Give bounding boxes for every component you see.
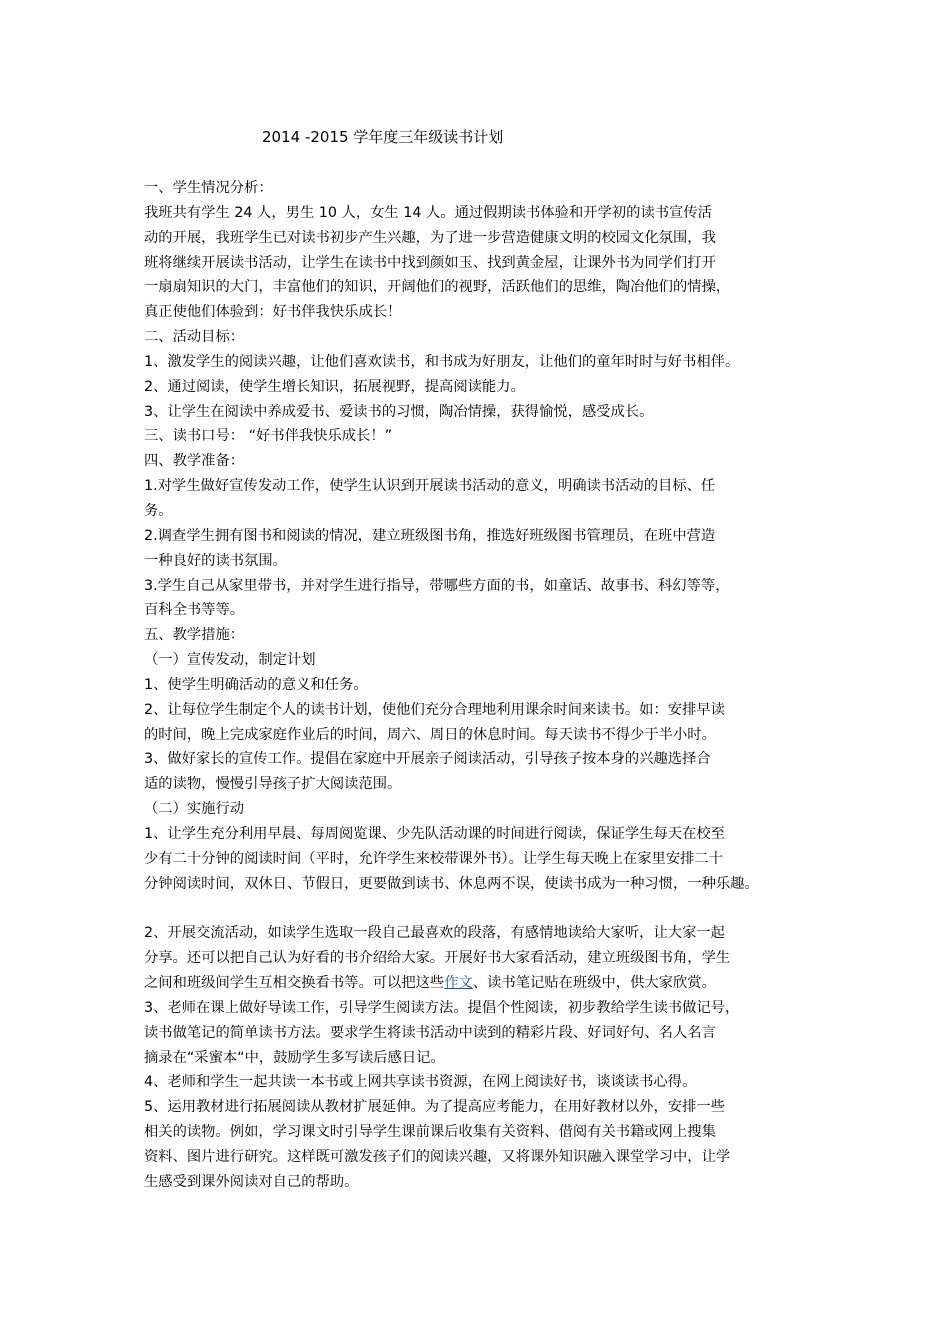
text-line: （一）宣传发动，制定计划: [144, 652, 316, 669]
text-line: 五、教学措施：: [144, 627, 245, 644]
text-line: 读书做笔记的简单读书方法。要求学生将读书活动中读到的精彩片段、好词好句、名人名言: [144, 1024, 716, 1041]
text-line: 务。: [144, 502, 173, 519]
document-title: 2014 -2015 学年度三年级读书计划: [262, 128, 504, 146]
text-line: 摘录在“采蜜本“中，鼓励学生多写读后感日记。: [144, 1049, 445, 1066]
text-line: 2、开展交流活动，如读学生选取一段自己最喜欢的段落，有感情地读给大家听，让大家一起: [144, 925, 725, 942]
text-line: 2、通过阅读，使学生增长知识，拓展视野，提高阅读能力。: [144, 378, 525, 395]
text-line: 我班共有学生 24 人，男生 10 人，女生 14 人。通过假期读书体验和开学初的读书宣传活: [144, 204, 712, 221]
text-line: 资料、图片进行研究。这样既可激发孩子们的阅读兴趣，又将课外知识融入课堂学习中，让学: [144, 1148, 731, 1165]
text-line: 3、做好家长的宣传工作。提倡在家庭中开展亲子阅读活动，引导孩子按本身的兴趣选择合: [144, 751, 711, 768]
text-line: 适的读物，慢慢引导孩子扩大阅读范围。: [144, 776, 402, 793]
text-line: 百科全书等等。: [144, 602, 245, 619]
text-line: 3、老师在课上做好导读工作，引导学生阅读方法。提倡个性阅读，初步教给学生读书做记号，: [144, 999, 740, 1016]
text-line: 分钟阅读时间，双休日、节假日，更要做到读书、休息两不误，使读书成为一种习惯，一种乐趣。: [144, 875, 759, 892]
text-line: 1、让学生充分利用早晨、每周阅览课、少先队活动课的时间进行阅读，保证学生每天在校至: [144, 825, 725, 842]
paragraph-block-3: [144, 996, 812, 1195]
text-before-link: 之间和班级间学生互相交换看书等。可以把这些: [144, 975, 445, 991]
text-line: 一种良好的读书氛围。: [144, 552, 287, 569]
paragraph-block-1: [144, 176, 812, 896]
document-body: [144, 176, 812, 1195]
text-line: 三、读书口号： “好书伴我快乐成长！”: [144, 428, 393, 445]
text-line: 2、让每位学生制定个人的读书计划，使他们充分合理地利用课余时间来读书。如：安排早读: [144, 701, 725, 718]
text-line: 生感受到课外阅读对自己的帮助。: [144, 1173, 359, 1190]
text-line: 1、激发学生的阅读兴趣，让他们喜欢读书，和书成为好朋友，让他们的童年时时与好书相伴。: [144, 353, 740, 370]
text-line: 1.对学生做好宣传发动工作，使学生认识到开展读书活动的意义，明确读书活动的目标、任: [144, 478, 716, 495]
text-line: 1、使学生明确活动的意义和任务。: [144, 676, 368, 693]
text-line: 少有二十分钟的阅读时间（平时，允许学生来校带课外书）。让学生每天晚上在家里安排二十: [144, 850, 724, 867]
text-line: 一扇扇知识的大门，丰富他们的知识，开阔他们的视野，活跃他们的思维，陶冶他们的情操，: [144, 279, 731, 296]
text-line: 5、运用教材进行拓展阅读从教材扩展延伸。为了提高应考能力，在用好教材以外，安排一些: [144, 1099, 725, 1116]
text-line: 动的开展，我班学生已对读书初步产生兴趣，为了进一步营造健康文明的校园文化氛围，我: [144, 229, 716, 246]
blank-line: [144, 896, 812, 921]
text-line: 分享。还可以把自己认为好看的书介绍给大家。开展好书大家看活动，建立班级图书角，学生: [144, 950, 731, 967]
text-line: 2.调查学生拥有图书和阅读的情况，建立班级图书角，推选好班级图书管理员，在班中营造: [144, 527, 716, 544]
text-line-with-link: [144, 971, 812, 996]
essay-link[interactable]: 作文: [444, 975, 473, 991]
text-after-link: 、读书笔记贴在班级中，供大家欣赏。: [472, 975, 716, 991]
text-line: 四、教学准备：: [144, 453, 245, 470]
text-line: （二）实施行动: [144, 801, 245, 818]
paragraph-block-2: [144, 921, 812, 971]
text-line: 4、老师和学生一起共读一本书或上网共享读书资源，在网上阅读好书，谈谈读书心得。: [144, 1074, 697, 1091]
text-line: 的时间，晚上完成家庭作业后的时间，周六、周日的休息时间。每天读书不得少于半小时。: [144, 726, 716, 743]
text-line: 3.学生自己从家里带书，并对学生进行指导，带哪些方面的书，如童话、故事书、科幻等等，: [144, 577, 730, 594]
text-line: 二、活动目标：: [144, 329, 245, 346]
text-line: 相关的读物。例如，学习课文时引导学生课前课后收集有关资料、借阅有关书籍或网上搜集: [144, 1124, 716, 1141]
text-line: 班将继续开展读书活动，让学生在读书中找到颜如玉、找到黄金屋，让课外书为同学们打开: [144, 254, 716, 271]
text-line: 真正使他们体验到：好书伴我快乐成长！: [144, 304, 402, 321]
text-line: 一、学生情况分析：: [144, 180, 273, 196]
text-line: 3、让学生在阅读中养成爱书、爱读书的习惯，陶冶情操，获得愉悦，感受成长。: [144, 403, 654, 420]
